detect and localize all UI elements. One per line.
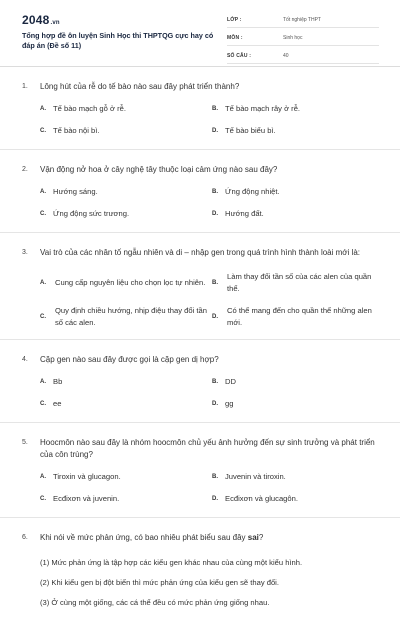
option-text: Ecđixơn và juvenin. <box>53 494 120 503</box>
meta-value: 40 <box>283 53 289 59</box>
answer-option-a[interactable] <box>40 186 212 202</box>
question-list <box>0 67 400 622</box>
question-text: Vai trò của các nhân tố ngẫu nhiên và di – nhập gen trong quá trình hình thành loài mới là: <box>40 248 360 257</box>
page-header <box>0 0 400 66</box>
answer-options <box>22 103 378 141</box>
answer-option-c[interactable] <box>40 208 212 224</box>
answer-option-b[interactable] <box>212 376 384 392</box>
answer-option-d[interactable] <box>212 303 384 331</box>
answer-option-d[interactable] <box>212 208 384 224</box>
option-text: DD <box>225 377 236 386</box>
answer-option-c[interactable] <box>40 493 212 509</box>
question-number: 2. <box>22 166 28 173</box>
question-6 <box>0 518 400 622</box>
option-text: ee <box>53 399 62 408</box>
meta-row-subject <box>227 31 379 46</box>
document-meta <box>227 13 379 67</box>
meta-label: SỐ CÂU : <box>227 53 252 59</box>
option-text: Ứng động sức trương. <box>53 209 130 218</box>
option-letter: B. <box>212 106 218 112</box>
option-text: Juvenin và tiroxin. <box>225 472 286 481</box>
option-text: gg <box>225 399 234 408</box>
answer-option-b[interactable] <box>212 186 384 202</box>
question-3 <box>0 233 400 340</box>
question-stem <box>22 354 378 366</box>
question-stem <box>22 164 378 176</box>
option-letter: C. <box>40 128 46 134</box>
question-text: Lông hút của rễ do tế bào nào sau đây phát triển thành? <box>40 82 240 91</box>
option-letter: D. <box>212 128 218 134</box>
option-letter: A. <box>40 379 46 385</box>
option-letter: C. <box>40 314 46 320</box>
option-text: Cung cấp nguyên liệu cho chọn lọc tự nhiên. <box>55 278 206 287</box>
question-text-end: ? <box>258 533 264 542</box>
option-letter: C. <box>40 211 46 217</box>
option-text: Tế bào biểu bì. <box>225 126 276 135</box>
option-text: Ecđixơn và glucagôn. <box>225 494 298 503</box>
answer-options <box>22 471 378 509</box>
option-text: Tế bào nội bì. <box>53 126 100 135</box>
answer-option-b[interactable] <box>212 269 384 297</box>
option-text: Tế bào mạch rây ở rễ. <box>225 104 301 113</box>
question-stem <box>22 81 378 93</box>
option-letter: B. <box>212 189 218 195</box>
option-text: Tiroxin và glucagon. <box>53 472 121 481</box>
question-text-emphasis: sai <box>247 533 259 542</box>
logo-suffix: .vn <box>50 20 60 26</box>
option-text: Làm thay đổi tần số của các alen của quần thể. <box>227 272 372 293</box>
answer-option-c[interactable] <box>40 303 212 331</box>
question-number: 3. <box>22 249 28 256</box>
answer-option-a[interactable] <box>40 376 212 392</box>
option-text: Ứng động nhiệt. <box>225 187 280 196</box>
answer-options <box>22 186 378 224</box>
answer-option-d[interactable] <box>212 493 384 509</box>
question-text: Khi nói về mức phản ứng, có bao nhiêu phát biểu sau đây <box>40 533 248 542</box>
option-text: Có thể mang đến cho quần thể những alen mới. <box>227 306 372 327</box>
option-text: Hướng đất. <box>225 209 264 218</box>
option-letter: B. <box>212 474 218 480</box>
meta-row-question-count <box>227 49 379 64</box>
answer-option-c[interactable] <box>40 398 212 414</box>
option-text: Quy định chiều hướng, nhịp điệu thay đổi tần số các alen. <box>55 306 207 327</box>
question-4 <box>0 340 400 423</box>
answer-option-c[interactable] <box>40 125 212 141</box>
question-stem <box>22 247 378 259</box>
meta-value: Sinh học <box>283 35 303 41</box>
answer-option-d[interactable] <box>212 398 384 414</box>
site-logo[interactable] <box>22 13 60 27</box>
answer-options <box>22 376 378 414</box>
document-title: Tổng hợp đề ôn luyện Sinh Học thi THPTQG cực hay có đáp án (Đề số 11) <box>22 31 214 50</box>
question-5 <box>0 423 400 518</box>
option-letter: A. <box>40 189 46 195</box>
question-text: Cặp gen nào sau đây được gọi là cặp gen dị hợp? <box>40 355 219 364</box>
question-number: 4. <box>22 356 28 363</box>
logo-text: 2048 <box>22 13 50 27</box>
statement-item: (2) Khi kiểu gen bị đột biến thì mức phản ứng của kiểu gen sẽ thay đổi. <box>40 578 279 587</box>
option-letter: A. <box>40 474 46 480</box>
option-text: Hướng sáng. <box>53 187 98 196</box>
statement-item: (3) Ở cùng một giống, các cá thể đều có mức phản ứng giống nhau. <box>40 598 270 607</box>
question-text: Hoocmôn nào sau đây là nhóm hoocmôn chủ yếu ảnh hưởng đến sự sinh trưởng và phát triển của côn trùng? <box>40 438 375 459</box>
option-text: Bb <box>53 377 63 386</box>
option-text: Tế bào mạch gỗ ở rễ. <box>53 104 126 113</box>
answer-option-a[interactable] <box>40 471 212 487</box>
option-letter: C. <box>40 401 46 407</box>
answer-options <box>22 269 378 331</box>
question-stem <box>22 437 378 461</box>
option-letter: A. <box>40 280 46 286</box>
question-1 <box>0 67 400 150</box>
statement-list <box>22 554 378 614</box>
question-number: 6. <box>22 534 28 541</box>
option-letter: A. <box>40 106 46 112</box>
option-letter: B. <box>212 379 218 385</box>
option-letter: D. <box>212 211 218 217</box>
meta-value: Tốt nghiệp THPT <box>283 17 321 23</box>
answer-option-b[interactable] <box>212 471 384 487</box>
answer-option-a[interactable] <box>40 269 212 297</box>
option-letter: B. <box>212 280 218 286</box>
meta-label: MÔN : <box>227 35 243 41</box>
answer-option-b[interactable] <box>212 103 384 119</box>
answer-option-d[interactable] <box>212 125 384 141</box>
answer-option-a[interactable] <box>40 103 212 119</box>
meta-row-class <box>227 13 379 28</box>
question-2 <box>0 150 400 233</box>
option-letter: D. <box>212 496 218 502</box>
meta-label: LỚP : <box>227 17 242 23</box>
question-number: 1. <box>22 83 28 90</box>
option-letter: C. <box>40 496 46 502</box>
option-letter: D. <box>212 314 218 320</box>
question-text: Vận động nở hoa ở cây nghệ tây thuộc loại cảm ứng nào sau đây? <box>40 165 278 174</box>
statement-item: (1) Mức phản ứng là tập hợp các kiểu gen khác nhau của cùng một kiểu hình. <box>40 558 303 567</box>
question-number: 5. <box>22 439 28 446</box>
option-letter: D. <box>212 401 218 407</box>
question-stem <box>22 532 378 544</box>
